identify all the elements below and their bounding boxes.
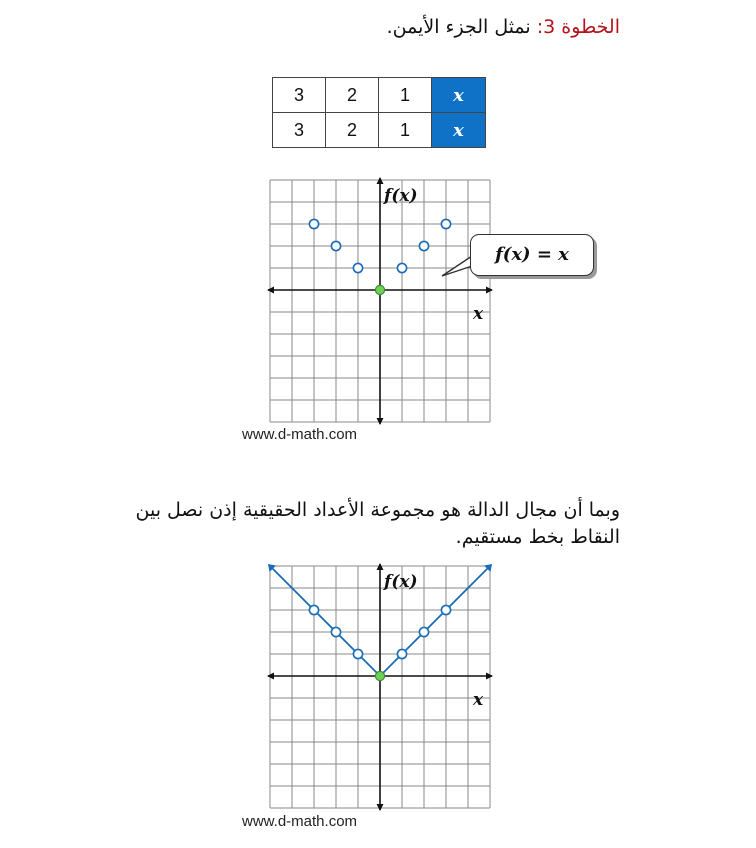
table-cell: 3 (273, 113, 326, 148)
table-row (273, 113, 486, 148)
table-header-cell: x (432, 78, 486, 113)
data-point-open (309, 219, 318, 228)
watermark: www.d-math.com (242, 426, 358, 443)
table-header-cell: x (432, 113, 486, 148)
graph-line (266, 562, 498, 814)
table-cell: 1 (379, 113, 432, 148)
y-axis-label: f(x) (384, 186, 418, 206)
watermark: www.d-math.com (242, 813, 358, 830)
data-point-open (309, 605, 318, 614)
y-axis-label: f(x) (384, 572, 418, 592)
data-point-open (441, 605, 450, 614)
data-point-origin (375, 671, 384, 680)
table-cell: 2 (326, 113, 379, 148)
x-axis-label: x (473, 690, 484, 710)
callout-text: f(x) = x (495, 244, 569, 265)
table-cell: 1 (379, 78, 432, 113)
step-text: نمثل الجزء الأيمن. (386, 16, 531, 38)
data-point-open (419, 627, 428, 636)
data-point-open (419, 241, 428, 250)
data-point-open (353, 649, 362, 658)
data-point-open (397, 649, 406, 658)
function-callout (470, 234, 594, 276)
table-row (273, 78, 486, 113)
data-point-open (397, 263, 406, 272)
table-cell: 3 (273, 78, 326, 113)
step-label: الخطوة 3: (536, 16, 620, 38)
data-point-open (331, 627, 340, 636)
graph-points (266, 176, 498, 428)
data-point-open (331, 241, 340, 250)
data-point-open (441, 219, 450, 228)
x-axis-label: x (473, 304, 484, 324)
value-table (272, 77, 486, 148)
data-point-origin (375, 285, 384, 294)
explanation-paragraph: وبما أن مجال الدالة هو مجموعة الأعداد الحقيقية إذن نصل بين النقاط بخط مستقيم. (135, 499, 620, 548)
data-point-open (353, 263, 362, 272)
step-heading (387, 16, 620, 38)
table-cell: 2 (326, 78, 379, 113)
